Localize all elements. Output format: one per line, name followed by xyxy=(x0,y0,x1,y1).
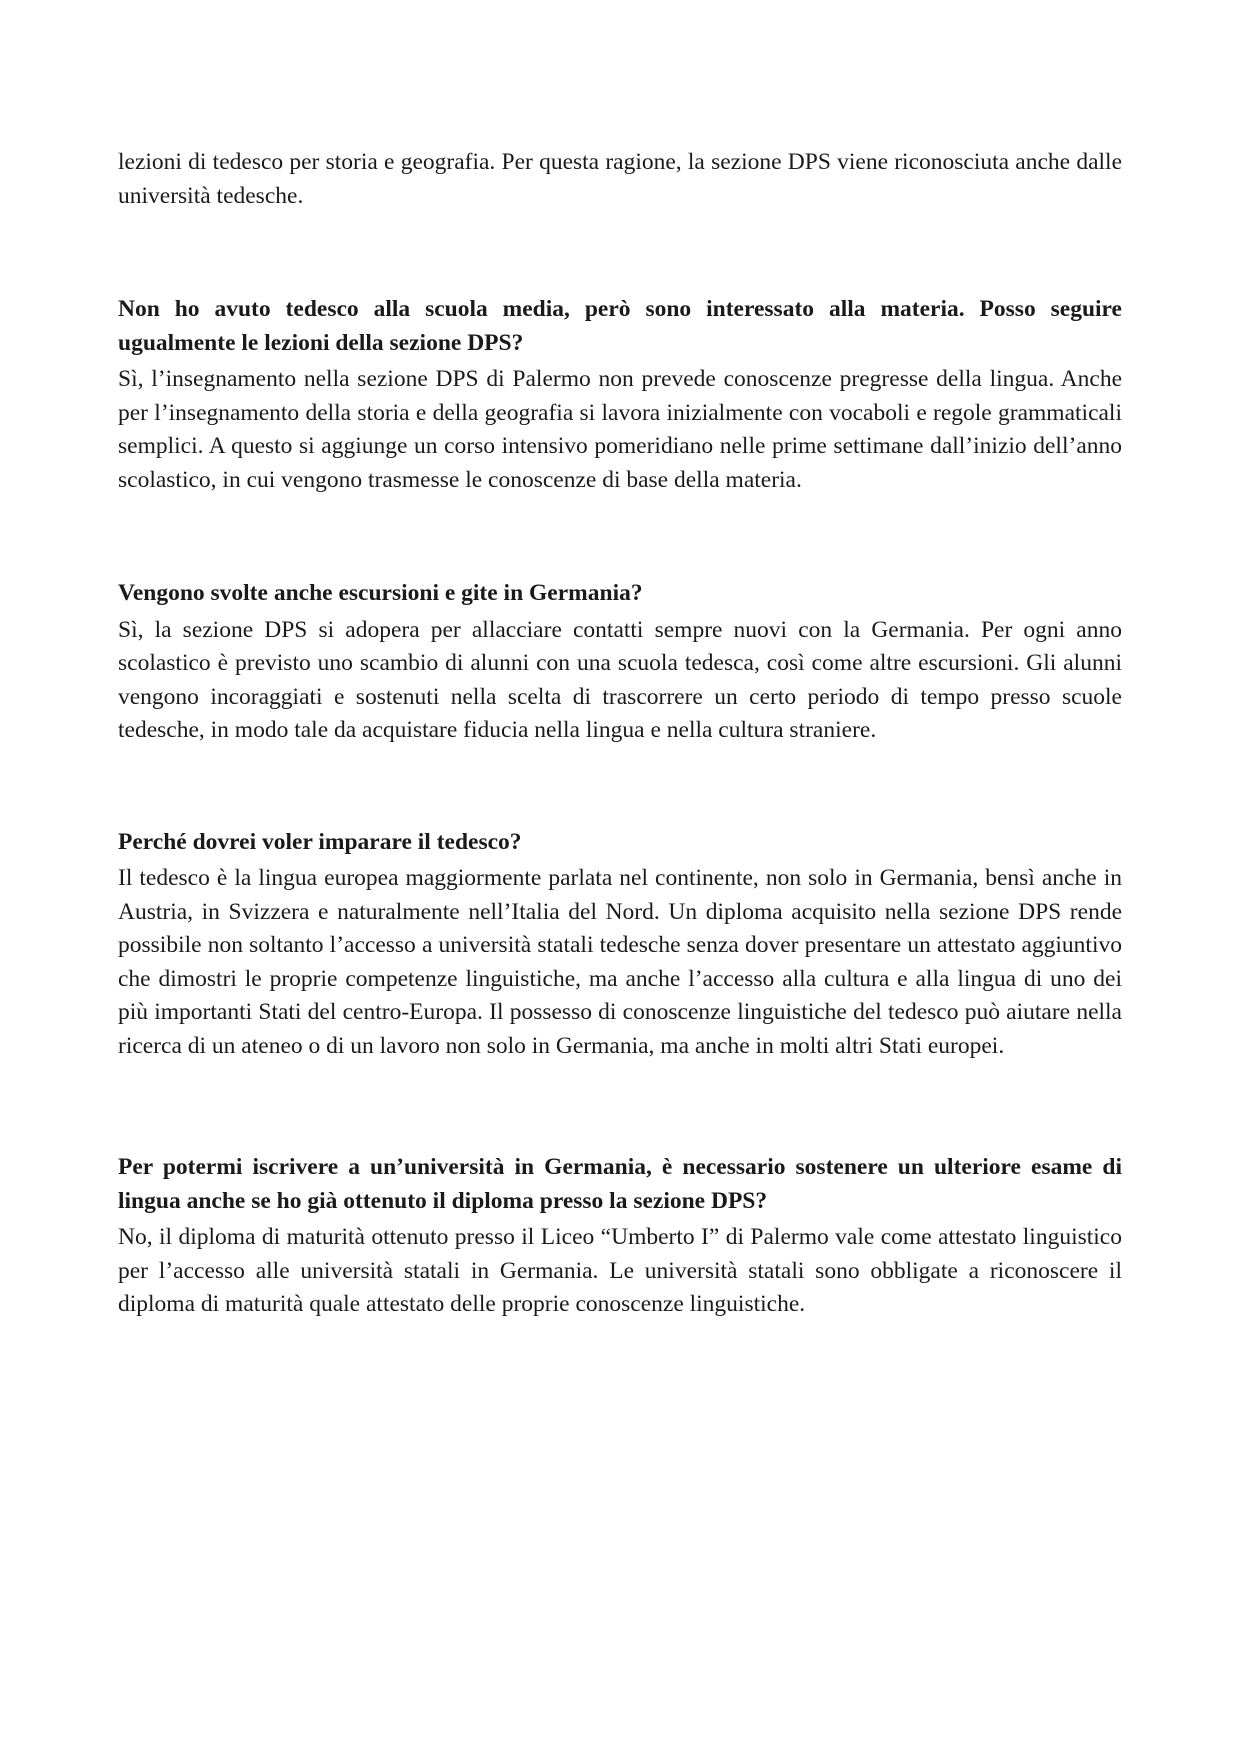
faq-section-excursions xyxy=(118,577,1122,748)
faq-question: Per potermi iscrivere a un’università in Germania, è necessario sostenere un ulteriore esame di lingua anche se ho già ottenuto il diploma presso la sezione DPS? xyxy=(118,1154,1122,1214)
faq-question: Perché dovrei voler imparare il tedesco? xyxy=(118,828,522,855)
document-body xyxy=(118,146,1122,1322)
faq-section-german-background xyxy=(118,293,1122,497)
faq-answer: No, il diploma di maturità ottenuto presso il Liceo “Umberto I” di Palermo vale come attestato linguistico per l’accesso alle università statali in Germania. Le università statali sono obbligate a riconoscere il diploma di maturità quale attestato delle proprie conoscenze linguistiche. xyxy=(118,1224,1122,1317)
faq-section-why-german xyxy=(118,826,1122,1064)
faq-answer: Sì, la sezione DPS si adopera per allacciare contatti sempre nuovi con la Germania. Per ogni anno scolastico è previsto uno scambio di alunni con una scuola tedesca, così come altre escursioni. Gli alunni vengono incoraggiati e sostenuti nella scelta di trascorrere un certo periodo di tempo presso scuole tedesche, in modo tale da acquistare fiducia nella lingua e nella cultura straniere. xyxy=(118,616,1122,743)
faq-answer: Il tedesco è la lingua europea maggiormente parlata nel continente, non solo in Germania, bensì anche in Austria, in Svizzera e naturalmente nell’Italia del Nord. Un diploma acquisito nella sezione DPS rende possibile non soltanto l’accesso a università statali tedesche senza dover presentare un attestato aggiuntivo che dimostri le proprie competenze linguistiche, ma anche l’accesso alla cultura e alla lingua di uno dei più importanti Stati del centro-Europa. Il possesso di conoscenze linguistiche del tedesco può aiutare nella ricerca di un ateneo o di un lavoro non solo in Germania, ma anche in molti altri Stati europei. xyxy=(118,865,1122,1059)
faq-question: Non ho avuto tedesco alla scuola media, però sono interessato alla materia. Posso seguire ugualmente le lezioni della sezione DPS? xyxy=(118,296,1122,356)
faq-answer: Sì, l’insegnamento nella sezione DPS di Palermo non prevede conoscenze pregresse della lingua. Anche per l’insegnamento della storia e della geografia si lavora inizialmente con vocaboli e regole grammaticali semplici. A questo si aggiunge un corso intensivo pomeridiano nelle prime settimane dall’inizio dell’anno scolastico, in cui vengono trasmesse le conoscenze di base della materia. xyxy=(118,366,1122,493)
faq-question: Vengono svolte anche escursioni e gite in Germania? xyxy=(118,580,643,606)
faq-section-university-exam xyxy=(118,1151,1122,1322)
intro-paragraph: lezioni di tedesco per storia e geografia. Per questa ragione, la sezione DPS viene riconosciuta anche dalle università tedesche. xyxy=(118,149,1122,209)
